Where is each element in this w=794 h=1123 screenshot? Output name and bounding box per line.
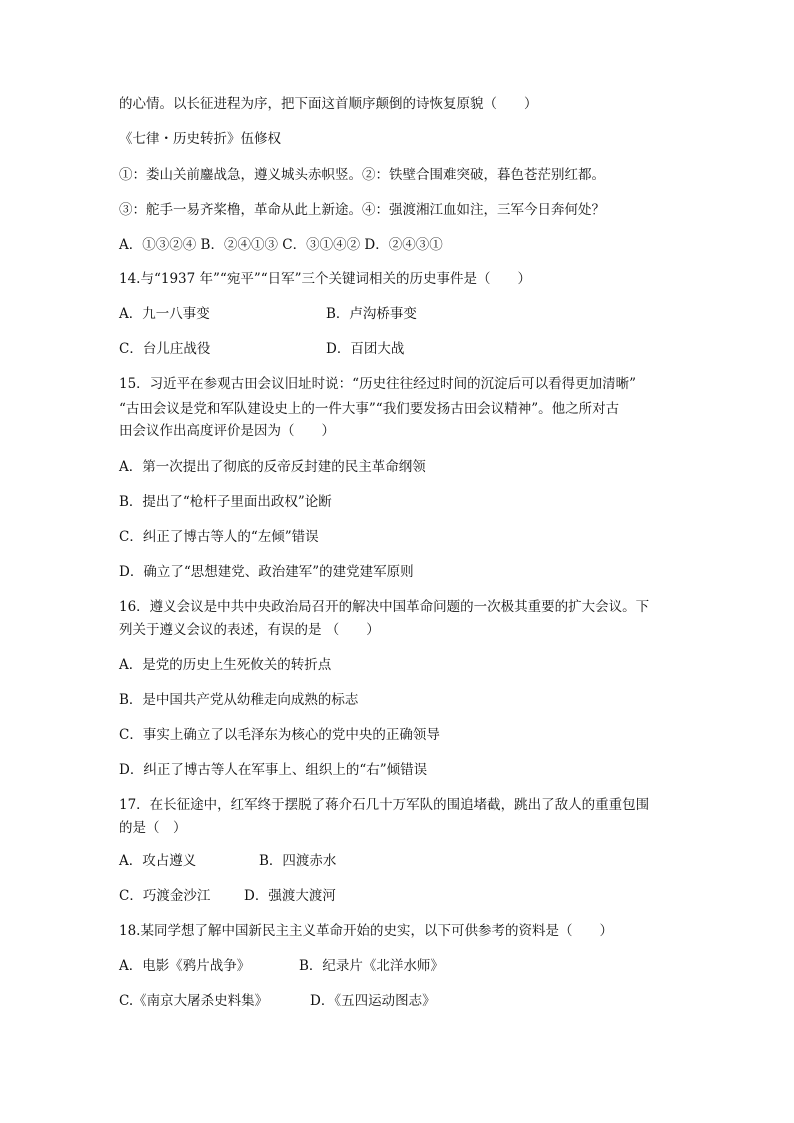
q18-stem: 18.某同学想了解中国新民主主义革命开始的史实，以下可供参考的资料是（ ） <box>119 923 613 939</box>
q17-stem-line-1: 17．在长征途中，红军终于摆脱了蒋介石几十万军队的围追堵截，跳出了敌人的重重包围 <box>119 797 650 813</box>
q17-option-c: C．巧渡金沙江 <box>119 888 211 904</box>
q18-option-a: A．电影《鸦片战争》 <box>119 958 251 974</box>
poem-title: 《七律・历史转折》伍修权 <box>119 131 281 147</box>
q15-stem-line-1: 15．习近平在参观古田会议旧址时说：“历史往往经过时间的沉淀后可以看得更加清晰” <box>119 376 636 392</box>
q13-options: A．①③②④ B．②④①③ C．③①④② D．②④③① <box>119 237 443 253</box>
q15-option-b: B．提出了“枪杆子里面出政权”论断 <box>119 494 332 510</box>
q15-option-d: D．确立了“思想建党、政治建军”的建党建军原则 <box>119 564 414 580</box>
q18-option-b: B．纪录片《北洋水师》 <box>299 958 444 974</box>
q14-option-b: B．卢沟桥事变 <box>326 306 417 322</box>
q16-stem-line-2: 列关于遵义会议的表述，有误的是 （ ） <box>119 622 380 638</box>
q13-stem-continued: 的心情。以长征进程为序，把下面这首顺序颠倒的诗恢复原貌（ ） <box>119 96 538 112</box>
q15-stem-line-2: “古田会议是党和军队建设史上的一件大事”“我们要发扬古田会议精神”。他之所对古 <box>119 401 620 417</box>
q17-option-d: D．强渡大渡河 <box>244 888 336 904</box>
q16-option-d: D．纠正了博古等人在军事上、组织上的“右”倾错误 <box>119 762 428 778</box>
q15-option-c: C．纠正了博古等人的“左倾”错误 <box>119 529 319 545</box>
poem-lines-1-2: ①：娄山关前鏖战急，遵义城头赤帜竖。②：铁壁合围难突破，暮色苍茫别红都。 <box>119 167 605 183</box>
q16-option-a: A．是党的历史上生死攸关的转折点 <box>119 657 332 673</box>
q16-option-c: C．事实上确立了以毛泽东为核心的党中央的正确领导 <box>119 727 440 743</box>
q14-stem: 14.与“1937 年”“宛平”“日军”三个关键词相关的历史事件是（ ） <box>119 271 532 287</box>
poem-lines-3-4: ③：舵手一易齐桨橹，革命从此上新途。④：强渡湘江血如注，三军今日奔何处？ <box>119 202 605 218</box>
q17-stem-line-2: 的是（ ） <box>119 820 187 836</box>
q16-option-b: B．是中国共产党从幼稚走向成熟的标志 <box>119 692 359 708</box>
q16-stem-line-1: 16．遵义会议是中共中央政治局召开的解决中国革命问题的一次极其重要的扩大会议。下 <box>119 599 650 615</box>
q14-option-d: D．百团大战 <box>326 341 405 357</box>
q17-option-b: B．四渡赤水 <box>259 853 337 869</box>
q17-option-a: A．攻占遵义 <box>119 853 197 869</box>
q15-option-a: A．第一次提出了彻底的反帝反封建的民主革命纲领 <box>119 459 426 475</box>
q15-stem-line-3: 田会议作出高度评价是因为（ ） <box>119 423 335 439</box>
q18-option-c: C.《南京大屠杀史料集》 <box>119 993 269 1009</box>
q18-option-d: D．《五四运动图志》 <box>310 993 436 1009</box>
q14-option-a: A．九一八事变 <box>119 306 210 322</box>
q14-option-c: C．台儿庄战役 <box>119 341 211 357</box>
